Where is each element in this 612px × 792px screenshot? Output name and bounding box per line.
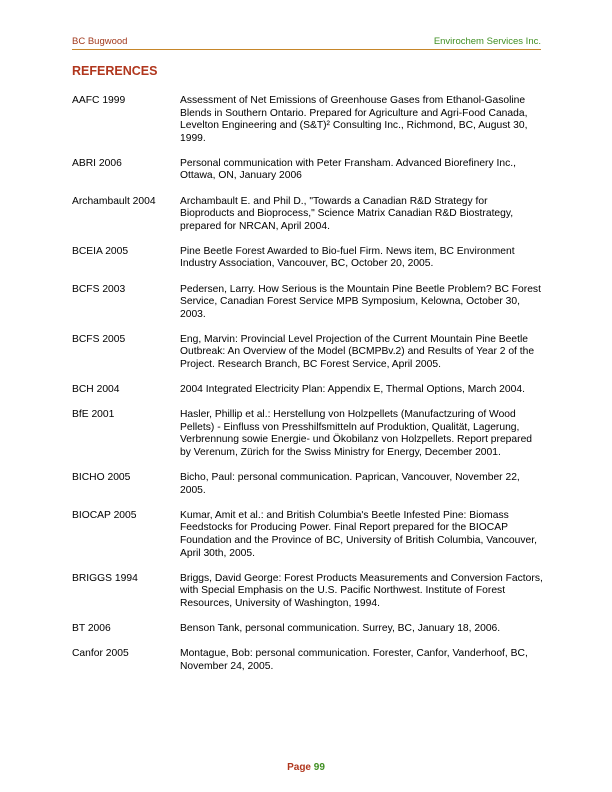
reference-text: 2004 Integrated Electricity Plan: Appendix E, Thermal Options, March 2004.	[180, 384, 525, 396]
reference-entry	[72, 284, 544, 322]
reference-key: AAFC 1999	[72, 95, 126, 106]
reference-text: Assessment of Net Emissions of Greenhouse Gases from Ethanol-Gasoline Blends in Southern Ontario. Prepared for Agriculture and Agri-Food Canada, Levelton Engineering and (S&T)² Consulting Inc., Richmond, BC, August 30, 1999.	[180, 95, 528, 144]
reference-key: Archambault 2004	[72, 195, 156, 207]
reference-entry	[72, 384, 544, 397]
reference-text: Eng, Marvin: Provincial Level Projection of the Current Mountain Pine Beetle Outbreak: An Overview of the Model (BCMPBv.2) and Results of Year 2 of the Project. Research Branch, BC Forest Service, April 2005.	[180, 333, 535, 370]
reference-entry	[72, 409, 544, 459]
reference-key: BIOCAP 2005	[72, 509, 137, 521]
references-list	[72, 95, 544, 686]
reference-key: BRIGGS 1994	[72, 572, 138, 584]
reference-key: BT 2006	[72, 622, 111, 634]
page-label: Page	[287, 762, 311, 773]
header-right-title: Envirochem Services Inc.	[433, 36, 541, 47]
reference-entry	[72, 196, 544, 234]
reference-key: BCEIA 2005	[72, 245, 129, 257]
reference-key: BCH 2004	[72, 384, 120, 396]
reference-key: BCFS 2003	[72, 283, 126, 295]
reference-entry	[72, 95, 544, 145]
reference-entry	[72, 246, 544, 271]
reference-key: BCFS 2005	[72, 333, 126, 345]
reference-entry	[72, 648, 544, 673]
reference-text: Personal communication with Peter Fransham. Advanced Biorefinery Inc., Ottawa, ON, January 2006	[180, 157, 516, 182]
reference-text: Montague, Bob: personal communication. Forester, Canfor, Vanderhoof, BC, November 24, 2005.	[180, 648, 528, 672]
reference-entry	[72, 334, 544, 372]
reference-entry	[72, 623, 544, 636]
reference-text: Pine Beetle Forest Awarded to Bio-fuel Firm. News item, BC Environment Industry Association, Vancouver, BC, October 20, 2005.	[180, 245, 515, 270]
page-number: 99	[313, 762, 325, 773]
reference-text: Briggs, David George: Forest Products Measurements and Conversion Factors, with Special Emphasis on the U.S. Pacific Northwest. Institute of Forest Resources, University of Washington, 1994.	[180, 572, 543, 609]
reference-text: Kumar, Amit et al.: and British Columbia's Beetle Infested Pine: Biomass Feedstocks for Producing Power. Final Report prepared for the BIOCAP Foundation and the Province of BC, University of British Columbia, Vancouver, April 30th, 2005.	[180, 509, 537, 559]
reference-key: ABRI 2006	[72, 157, 122, 169]
reference-key: Canfor 2005	[72, 648, 129, 659]
reference-text: Bicho, Paul: personal communication. Paprican, Vancouver, November 22, 2005.	[180, 472, 520, 496]
reference-text: Hasler, Phillip et al.: Herstellung von Holzpellets (Manufactzuring of Wood Pellets) - Einfluss von Presshilfsmitteln auf Produktion, Qualität, Lagerung, Verbrennung sowie Energie- und Ökobilanz von Holzpellets. Report prepared by Verenum, Zürich for the Swiss Ministry for Energy, December 2001.	[180, 409, 533, 458]
reference-entry	[72, 158, 544, 183]
section-title: REFERENCES	[72, 64, 158, 78]
reference-key: BfE 2001	[72, 409, 115, 421]
reference-text: Benson Tank, personal communication. Surrey, BC, January 18, 2006.	[180, 622, 501, 634]
reference-text: Pedersen, Larry. How Serious is the Mountain Pine Beetle Problem? BC Forest Service, Canadian Forest Service MPB Symposium, Kelowna, October 30, 2003.	[180, 283, 541, 320]
reference-key: BICHO 2005	[72, 472, 131, 484]
reference-entry	[72, 510, 544, 560]
page-header	[72, 36, 541, 50]
reference-entry	[72, 472, 544, 497]
reference-text: Archambault E. and Phil D., "Towards a Canadian R&D Strategy for Bioproducts and Bioprocess," Science Matrix Canadian R&D Biostrategy, prepared for NRCAN, April 2004.	[180, 195, 514, 232]
page-footer	[0, 762, 612, 773]
reference-entry	[72, 573, 544, 611]
header-left-title: BC Bugwood	[72, 36, 128, 47]
